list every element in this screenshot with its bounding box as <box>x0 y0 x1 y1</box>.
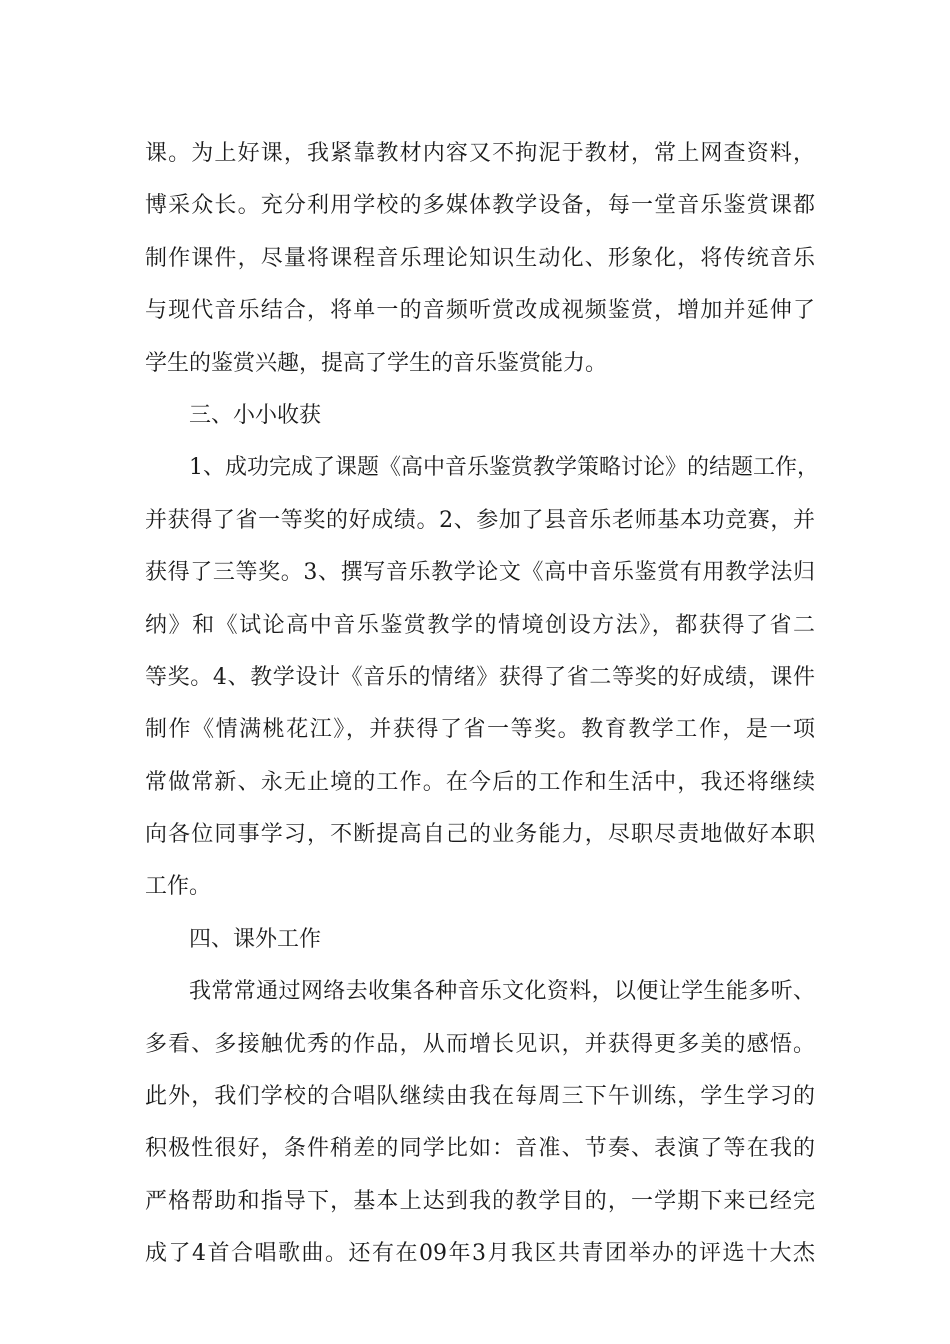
text-line: 学生的鉴赏兴趣，提高了学生的音乐鉴赏能力。 <box>145 350 608 376</box>
text-line: 与现代音乐结合，将单一的音频听赏改成视频鉴赏，增加并延伸了 <box>145 298 815 324</box>
text-line: 制作课件，尽量将课程音乐理论知识生动化、形象化，将传统音乐 <box>145 245 815 271</box>
text-line: 等奖。4、教学设计《音乐的情绪》获得了省二等奖的好成绩，课件 <box>145 664 815 690</box>
text-line: 课。为上好课，我紧靠教材内容又不拘泥于教材，常上网查资料， <box>145 141 815 166</box>
text-line: 向各位同事学习，不断提高自己的业务能力，尽职尽责地做好本职 <box>145 822 815 848</box>
text-line: 我常常通过网络去收集各种音乐文化资料，以便让学生能多听、 <box>189 979 815 1005</box>
text-line: 多看、多接触优秀的作品，从而增长见识，并获得更多美的感悟。 <box>145 1031 815 1057</box>
text-line: 获得了三等奖。3、撰写音乐教学论文《高中音乐鉴赏有用教学法归 <box>145 560 815 586</box>
text-line: 工作。 <box>145 874 212 900</box>
text-line: 此外，我们学校的合唱队继续由我在每周三下午训练，学生学习的 <box>145 1084 815 1110</box>
text-line: 常做常新、永无止境的工作。在今后的工作和生活中，我还将继续 <box>145 769 815 795</box>
document-body <box>145 128 819 1281</box>
text-line: 博采众长。充分利用学校的多媒体教学设备，每一堂音乐鉴赏课都 <box>145 193 815 219</box>
text-line: 成了4首合唱歌曲。还有在09年3月我区共青团举办的评选十大杰 <box>145 1241 815 1267</box>
text-line: 严格帮助和指导下，基本上达到我的教学目的，一学期下来已经完 <box>145 1188 815 1214</box>
text-line: 三、小小收获 <box>189 402 322 428</box>
text-line: 并获得了省一等奖的好成绩。2、参加了县音乐老师基本功竞赛，并 <box>145 507 815 533</box>
text-line: 积极性很好，条件稍差的同学比如：音准、节奏、表演了等在我的 <box>145 1136 815 1162</box>
text-line: 制作《情满桃花江》，并获得了省一等奖。教育教学工作，是一项 <box>145 717 815 743</box>
text-line: 纳》和《试论高中音乐鉴赏教学的情境创设方法》，都获得了省二 <box>145 612 815 638</box>
text-line: 四、课外工作 <box>189 926 322 952</box>
text-line: 1、成功完成了课题《高中音乐鉴赏教学策略讨论》的结题工作， <box>189 455 819 481</box>
